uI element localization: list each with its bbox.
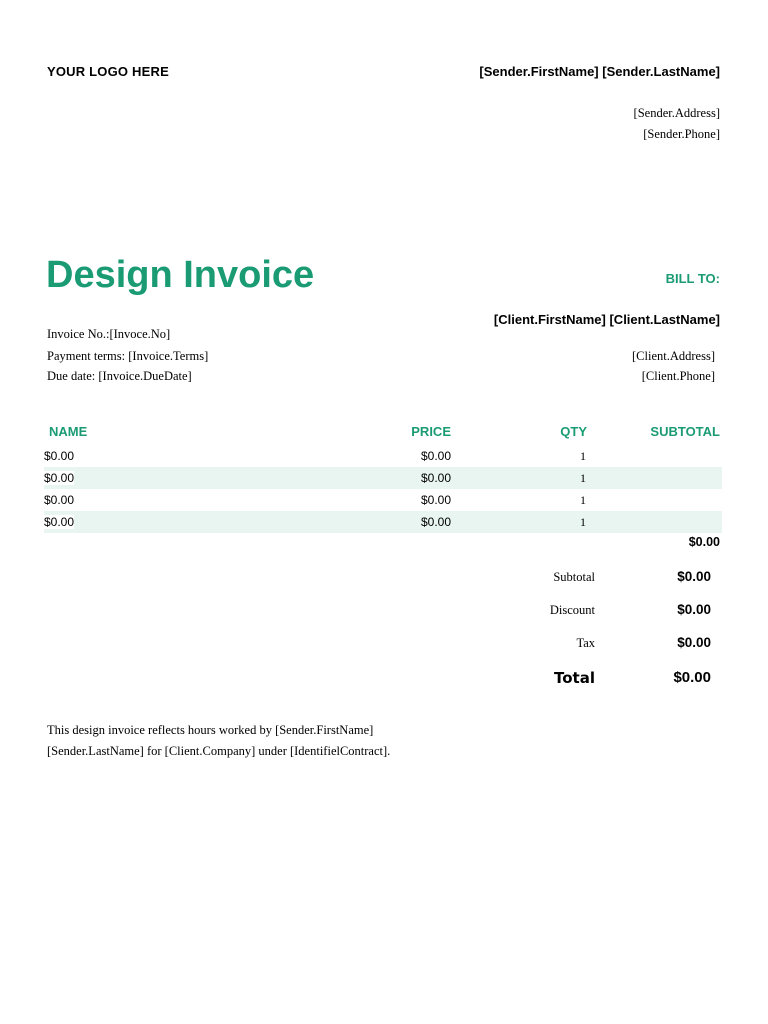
item-qty: 1 xyxy=(580,471,586,485)
payment-terms: Payment terms: [Invoice.Terms] xyxy=(47,349,209,363)
bill-to-label: BILL TO: xyxy=(665,271,720,286)
sender-name: [Sender.FirstName] [Sender.LastName] xyxy=(479,64,720,79)
invoice-note-line: [Sender.LastName] for [Client.Company] under [IdentifielContract]. xyxy=(47,744,391,758)
item-qty: 1 xyxy=(580,493,586,507)
subtotal-label: Subtotal xyxy=(553,570,595,584)
subtotal-value: $0.00 xyxy=(677,569,711,584)
column-header-qty: QTY xyxy=(560,424,587,439)
item-price: $0.00 xyxy=(420,515,451,529)
table-row xyxy=(44,467,722,489)
client-phone: [Client.Phone] xyxy=(641,369,715,383)
client-address: [Client.Address] xyxy=(632,349,715,363)
item-qty: 1 xyxy=(580,449,586,463)
column-header-name: NAME xyxy=(49,424,88,439)
tax-label: Tax xyxy=(576,636,595,650)
total-value: $0.00 xyxy=(673,669,711,686)
items-total: $0.00 xyxy=(688,535,720,549)
table-row xyxy=(44,489,722,511)
item-price: $0.00 xyxy=(420,449,451,463)
client-name: [Client.FirstName] [Client.LastName] xyxy=(493,312,720,327)
item-subtotal: $0.00 xyxy=(44,449,75,463)
due-date: Due date: [Invoice.DueDate] xyxy=(47,369,192,383)
table-row xyxy=(44,511,722,533)
invoice-title: Design Invoice xyxy=(46,254,315,296)
item-qty: 1 xyxy=(580,515,586,529)
column-header-subtotal: SUBTOTAL xyxy=(650,424,720,439)
column-header-price: PRICE xyxy=(411,424,451,439)
item-subtotal: $0.00 xyxy=(44,493,75,507)
sender-address: [Sender.Address] xyxy=(633,106,720,120)
item-subtotal: $0.00 xyxy=(44,515,75,529)
sender-phone: [Sender.Phone] xyxy=(643,127,720,141)
discount-value: $0.00 xyxy=(677,602,711,617)
invoice-note-line: This design invoice reflects hours worked by [Sender.FirstName] xyxy=(47,723,374,737)
invoice-number: Invoice No.:[Invoce.No] xyxy=(47,327,171,341)
total-label: Total xyxy=(554,669,595,687)
item-subtotal: $0.00 xyxy=(44,471,75,485)
item-price: $0.00 xyxy=(420,471,451,485)
item-price: $0.00 xyxy=(420,493,451,507)
table-row xyxy=(44,445,722,467)
discount-label: Discount xyxy=(549,603,595,617)
line-items-table xyxy=(44,445,722,533)
logo-placeholder: YOUR LOGO HERE xyxy=(47,64,169,79)
tax-value: $0.00 xyxy=(677,635,711,650)
